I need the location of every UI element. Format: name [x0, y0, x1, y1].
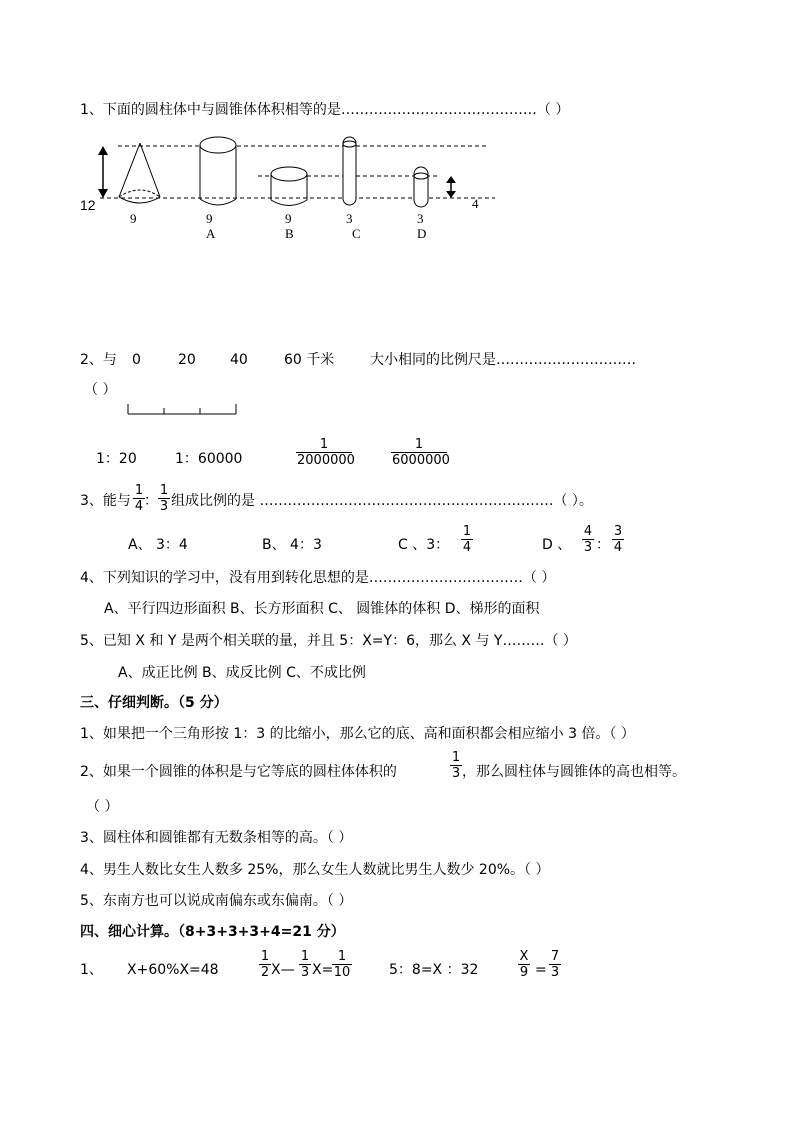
eq4-frac-1 — [518, 949, 530, 980]
scale-label-60: 60 千米 — [284, 352, 335, 368]
d-base-label: 3 — [417, 211, 424, 226]
cylinder-c — [343, 137, 356, 205]
q4-options: A、平行四边形面积 B、长方形面积 C、 圆锥体的体积 D、梯形的面积 — [104, 601, 540, 617]
judge-item-1: 1、如果把一个三角形按 1：3 的比缩小，那么它的底、高和面积都会相应缩小 3 倍。（ ） — [80, 726, 635, 742]
q2-option-3-num: 1 — [296, 437, 352, 453]
q3-frac-1-num: 1 — [134, 483, 144, 498]
eq2-num-3: 1 — [332, 949, 352, 965]
cone-shape — [119, 143, 160, 203]
q2-suffix: 大小相同的比例尺是………………………… — [370, 352, 636, 368]
q3-option-d: D 、 — [542, 537, 572, 553]
q3-option-c: C 、3： — [398, 537, 450, 553]
q5-text: 5、已知 X 和 Y 是两个相关联的量，并且 5：X=Y：6，那么 X 与 Y………（ ） — [80, 633, 577, 649]
option-c-letter: C — [352, 226, 361, 241]
q3-frac-2 — [158, 483, 170, 514]
q3-frac-2-den: 3 — [159, 499, 169, 514]
q3-option-b: B、 4：3 — [262, 537, 322, 553]
q2-paren: （ ） — [84, 382, 117, 398]
eq2-frac-3 — [332, 949, 352, 980]
judge-item-3: 3、圆柱体和圆锥都有无数条相等的高。（ ） — [80, 830, 353, 846]
q3-option-d-den-2: 4 — [613, 540, 623, 555]
section-3-title: 三、仔细判断。（5 分） — [80, 695, 228, 711]
q2-option-4-fraction — [391, 437, 450, 468]
eq2-mid: X— — [271, 962, 295, 978]
eq2-den-1: 2 — [260, 965, 270, 980]
eq2-frac-2 — [299, 949, 311, 980]
eq2-den-2: 3 — [300, 965, 310, 980]
q3-option-a: A、 3：4 — [128, 537, 188, 553]
q3-prefix: 3、能与 — [80, 493, 131, 509]
eq2-den-3: 10 — [333, 965, 351, 980]
judge-item-2-cont: ，那么圆柱体与圆锥体的高也相等。 — [462, 764, 686, 780]
height-label-4: 4 — [472, 196, 479, 211]
q4-text: 4、下列知识的学习中，没有用到转化思想的是……………………………（ ） — [80, 570, 556, 586]
q2-option-4-den: 6000000 — [392, 453, 450, 468]
q2-option-4-num: 1 — [391, 437, 447, 453]
q3-colon: ： — [144, 493, 158, 509]
option-a-letter: A — [206, 226, 216, 241]
b-base-label: 9 — [285, 211, 292, 226]
eq2-num-1: 1 — [260, 949, 270, 964]
a-base-label: 9 — [206, 211, 213, 226]
cylinder-a — [200, 137, 236, 205]
eq4-equals: = — [535, 962, 547, 978]
q2-option-1: 1：20 — [96, 451, 137, 467]
q3-option-d-num-1: 4 — [583, 524, 593, 539]
judge-item-2: 2、如果一个圆锥的体积是与它等底的圆柱体体积的 — [80, 764, 397, 780]
eq4-num-1: X — [519, 949, 529, 964]
q3-option-c-den: 4 — [462, 540, 472, 555]
option-d-letter: D — [417, 226, 427, 241]
q2-prefix: 2、与 — [80, 352, 117, 368]
cylinder-b — [271, 167, 307, 206]
equation-1: X+60%X=48 — [127, 962, 219, 978]
q2-option-3-den: 2000000 — [297, 453, 355, 468]
q3-option-d-colon: ： — [596, 537, 610, 553]
q3-suffix: 组成比例的是 ………………………………………………………（ ）。 — [171, 493, 593, 509]
c-base-label: 3 — [346, 211, 353, 226]
judge-item-4: 4、男生人数比女生人数多 25%，那么女生人数就比男生人数少 20%。（ ） — [80, 862, 550, 878]
q2-option-2: 1：60000 — [175, 451, 243, 467]
option-b-letter: B — [285, 226, 294, 241]
q5-options: A、成正比例 B、成反比例 C、不成比例 — [118, 665, 366, 681]
q3-option-d-frac-2 — [612, 524, 624, 555]
judge-item-5: 5、东南方也可以说成南偏东或东偏南。（ ） — [80, 893, 353, 909]
q2-option-3-fraction — [296, 437, 355, 468]
judge-item-2-den: 3 — [451, 766, 461, 781]
q3-frac-1-den: 4 — [134, 499, 144, 514]
eq4-frac-2 — [549, 949, 561, 980]
judge-item-2-num: 1 — [451, 750, 461, 765]
eq4-den-1: 9 — [519, 965, 529, 980]
height-label-12: 12 — [80, 197, 96, 213]
cone-base-label: 9 — [130, 211, 137, 226]
q3-option-d-num-2: 3 — [613, 524, 623, 539]
scale-label-40: 40 — [230, 352, 248, 368]
scale-label-0: 0 — [132, 352, 141, 368]
equation-3: 5：8=X ：32 — [389, 962, 479, 978]
eq4-num-2: 7 — [550, 949, 560, 964]
section-4-title: 四、细心计算。（8+3+3+3+4=21 分） — [80, 924, 345, 940]
cylinder-d — [414, 167, 428, 207]
scale-label-20: 20 — [178, 352, 196, 368]
q3-option-c-num: 1 — [462, 524, 472, 539]
judge-item-2-paren: （ ） — [86, 799, 119, 815]
eq2-frac-1 — [259, 949, 271, 980]
q3-option-d-frac-1 — [582, 524, 594, 555]
q3-option-d-den-1: 3 — [583, 540, 593, 555]
judge-item-2-frac — [450, 750, 462, 781]
calc-label: 1、 — [80, 962, 103, 978]
q1-figure — [0, 125, 794, 375]
eq2-num-2: 1 — [300, 949, 310, 964]
q3-frac-2-num: 1 — [159, 483, 169, 498]
scale-bar — [122, 402, 242, 422]
q1-text: 1、下面的圆柱体中与圆锥体体积相等的是……………………………………（ ） — [80, 102, 570, 118]
eq4-den-2: 3 — [550, 965, 560, 980]
eq2-x: X= — [312, 962, 334, 978]
q3-option-c-frac — [461, 524, 473, 555]
